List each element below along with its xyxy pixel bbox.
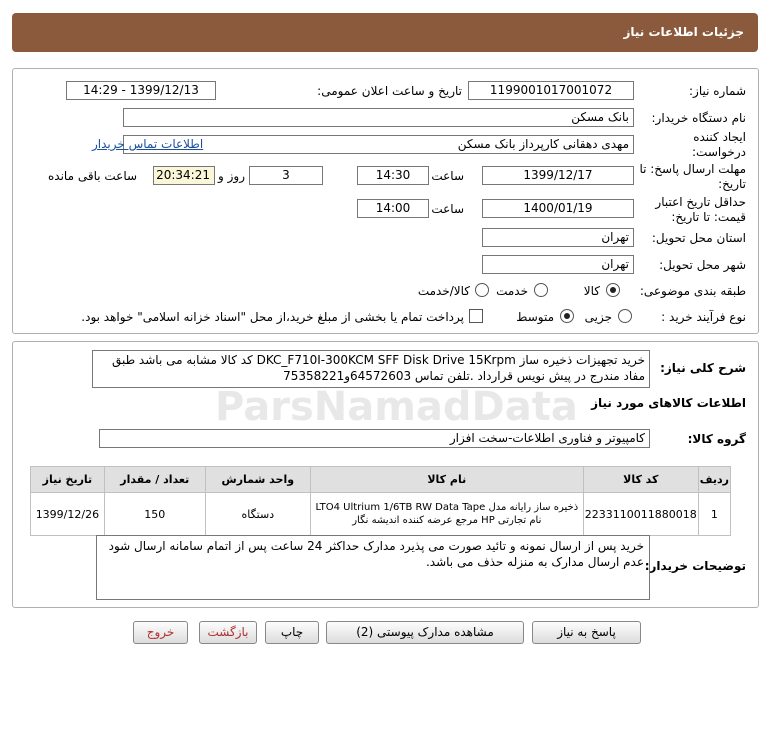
col-name: نام کالا [310, 467, 583, 493]
process-radio-medium[interactable] [560, 309, 574, 323]
creator-field: مهدی دهقانی کارپرداز بانک مسکن [123, 135, 634, 154]
category-radio-service[interactable] [534, 283, 548, 297]
goods-table [30, 466, 731, 536]
summary-label: شرح کلی نیاز: [660, 361, 746, 375]
reply-date-field: 1399/12/17 [482, 166, 634, 185]
col-date: تاریخ نیاز [31, 467, 105, 493]
buyer-org-label: نام دستگاه خریدار: [651, 111, 746, 125]
category-goods-label: کالا [583, 284, 600, 298]
category-goods-service-label: کالا/خدمت [417, 284, 470, 298]
process-label: نوع فرآیند خرید : [661, 310, 746, 324]
remaining-label: ساعت باقی مانده [48, 169, 138, 183]
validity-time-label: ساعت [431, 202, 464, 216]
col-code: کد کالا [583, 467, 698, 493]
process-radio-minor[interactable] [618, 309, 632, 323]
validity-label: حداقل تاریخ اعتبار قیمت: تا تاریخ: [655, 195, 746, 224]
page-header [12, 13, 758, 52]
reply-time-label: ساعت [431, 169, 464, 183]
col-qty: تعداد / مقدار [104, 467, 205, 493]
city-label: شهر محل تحویل: [659, 258, 746, 272]
days-label: روز و [218, 169, 245, 183]
buyer-org-field: بانک مسکن [123, 108, 634, 127]
reply-button[interactable]: پاسخ به نیاز [532, 621, 641, 644]
print-button[interactable]: چاپ [265, 621, 319, 644]
need-no-label: شماره نیاز: [689, 84, 746, 98]
reply-deadline-label: مهلت ارسال پاسخ: تا تاریخ: [639, 162, 746, 191]
category-label: طبقه بندی موضوعی: [639, 284, 746, 298]
cell-code: 2233110011880018 [583, 493, 698, 536]
announce-label: تاریخ و ساعت اعلان عمومی: [317, 84, 462, 98]
reply-time-field: 14:30 [357, 166, 429, 185]
province-field: تهران [482, 228, 634, 247]
goods-group-label: گروه کالا: [687, 432, 746, 446]
col-idx: ردیف [698, 467, 730, 493]
buyer-notes-label: توضیحات خریدار: [644, 559, 746, 573]
cell-qty: 150 [104, 493, 205, 536]
process-medium-label: متوسط [516, 310, 554, 324]
table-row [31, 493, 731, 536]
cell-date: 1399/12/26 [31, 493, 105, 536]
goods-section-title: اطلاعات کالاهای مورد نیاز [591, 396, 746, 410]
creator-label: ایجاد کننده درخواست: [692, 130, 746, 159]
validity-time-field: 14:00 [357, 199, 429, 218]
process-minor-label: جزیی [584, 310, 612, 324]
need-no-field: 1199001017001072 [468, 81, 634, 100]
attachments-button[interactable]: مشاهده مدارک پیوستی (2) [326, 621, 524, 644]
category-radio-goods-service[interactable] [475, 283, 489, 297]
validity-date-field: 1400/01/19 [482, 199, 634, 218]
treasury-payment-checkbox[interactable] [469, 309, 483, 323]
back-button[interactable]: بازگشت [199, 621, 257, 644]
province-label: استان محل تحویل: [651, 231, 746, 245]
city-field: تهران [482, 255, 634, 274]
buyer-contact-link[interactable]: اطلاعات تماس خریدار [92, 137, 204, 151]
cell-name: ذخیره ساز رایانه مدل LTO4 Ultrium 1/6TB RW Data Tape نام تجارتی HP مرجع عرضه کننده اندیشه نگار [310, 493, 583, 536]
cell-unit: دستگاه [205, 493, 310, 536]
treasury-payment-note: پرداخت تمام یا بخشی از مبلغ خرید،از محل "اسناد خزانه اسلامی" خواهد بود. [81, 310, 464, 324]
summary-text: خرید تجهیزات ذخیره ساز DKC_F710I-300KCM SFF Disk Drive 15Krpm کد کالا مشابه می باشد طبق مفاد مندرج در پیش نویس قرارداد .تلفن تماس 64572603و75358221 [92, 350, 650, 388]
cell-idx: 1 [698, 493, 730, 536]
watermark-brand: ParsNamadData [215, 384, 578, 430]
goods-group-field: کامپیوتر و فناوری اطلاعات-سخت افزار [99, 429, 650, 448]
category-radio-goods[interactable] [606, 283, 620, 297]
col-unit: واحد شمارش [205, 467, 310, 493]
remaining-time-field: 20:34:21 [153, 166, 215, 185]
days-field: 3 [249, 166, 323, 185]
category-service-label: خدمت [496, 284, 528, 298]
page-title: جزئیات اطلاعات نیاز [623, 25, 744, 39]
exit-button[interactable]: خروج [133, 621, 188, 644]
announce-field: 1399/12/13 - 14:29 [66, 81, 216, 100]
buyer-notes-text: خرید پس از ارسال نمونه و تائید صورت می پذیرد مدارک حداکثر 24 ساعت پس از اتمام سامانه ارسال شود عدم ارسال مدارک به منزله حذف می باشد. [96, 535, 650, 600]
